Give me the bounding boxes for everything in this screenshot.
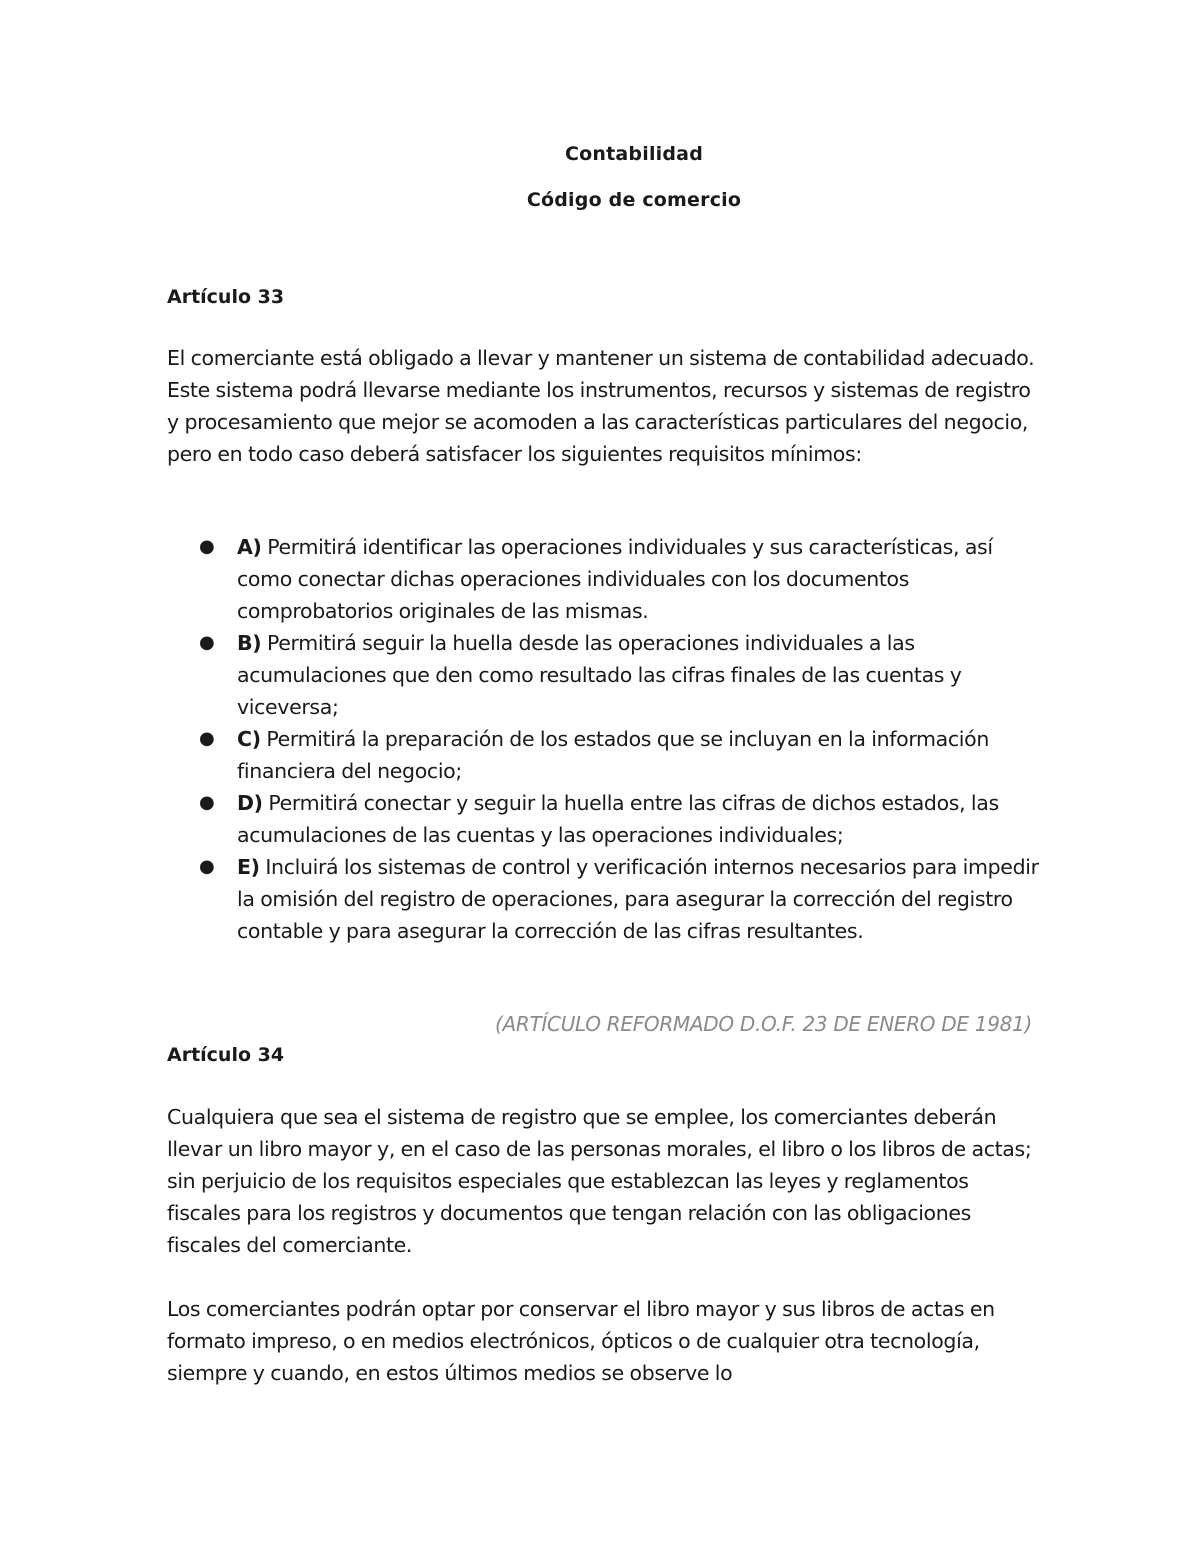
item-letter: E) xyxy=(237,855,260,879)
item-text: Incluirá los sistemas de control y verificación internos necesarios para impedir la omisión del registro de operaciones, para asegurar la corrección del registro contable y para asegurar la corrección de las cifras resultantes. xyxy=(237,855,1039,943)
item-text: Permitirá la preparación de los estados que se incluyan en la información financiera del negocio; xyxy=(237,727,989,783)
item-letter: D) xyxy=(237,791,263,815)
article-34-paragraph-2: Los comerciantes podrán optar por conservar el libro mayor y sus libros de actas en formato impreso, o en medios electrónicos, ópticos o de cualquier otra tecnología, siempre y cuando, en estos últimos medios se observe lo xyxy=(167,1297,995,1385)
item-letter: A) xyxy=(237,535,262,559)
bullet-icon: ● xyxy=(199,632,215,653)
bullet-icon: ● xyxy=(199,728,215,749)
document-title: Contabilidad xyxy=(565,143,703,165)
list-item xyxy=(196,627,1046,723)
list-item xyxy=(196,723,1046,787)
item-text: Permitirá seguir la huella desde las operaciones individuales a las acumulaciones que den como resultado las cifras finales de las cuentas y viceversa; xyxy=(237,631,962,719)
document-subtitle: Código de comercio xyxy=(526,189,742,211)
bullet-icon: ● xyxy=(199,792,215,813)
bullet-icon: ● xyxy=(199,856,215,877)
item-text: Permitirá identificar las operaciones individuales y sus características, así como conectar dichas operaciones individuales con los documentos comprobatorios originales de las mismas. xyxy=(237,535,993,623)
article-34-paragraph-1: Cualquiera que sea el sistema de registro que se emplee, los comerciantes deberán llevar un libro mayor y, en el caso de las personas morales, el libro o los libros de actas; sin perjuicio de los requisitos especiales que establezcan las leyes y reglamentos fiscales para los registros y documentos que tengan relación con las obligaciones fiscales del comerciante. xyxy=(167,1105,1032,1257)
requirements-list xyxy=(196,531,1046,947)
article-34-heading: Artículo 34 xyxy=(167,1044,285,1066)
list-item xyxy=(196,531,1046,627)
reform-note: (ARTÍCULO REFORMADO D.O.F. 23 DE ENERO DE 1981) xyxy=(495,1012,1032,1036)
item-letter: B) xyxy=(237,631,262,655)
item-letter: C) xyxy=(237,727,261,751)
article-33-heading: Artículo 33 xyxy=(167,286,285,308)
list-item xyxy=(196,851,1046,947)
list-item xyxy=(196,787,1046,851)
article-33-intro: El comerciante está obligado a llevar y mantener un sistema de contabilidad adecuado. Este sistema podrá llevarse mediante los instrumentos, recursos y sistemas de registro y procesamiento que mejor se acomoden a las características particulares del negocio, pero en todo caso deberá satisfacer los siguientes requisitos mínimos: xyxy=(167,346,1035,466)
bullet-icon: ● xyxy=(199,536,215,557)
item-text: Permitirá conectar y seguir la huella entre las cifras de dichos estados, las acumulaciones de las cuentas y las operaciones individuales; xyxy=(237,791,999,847)
